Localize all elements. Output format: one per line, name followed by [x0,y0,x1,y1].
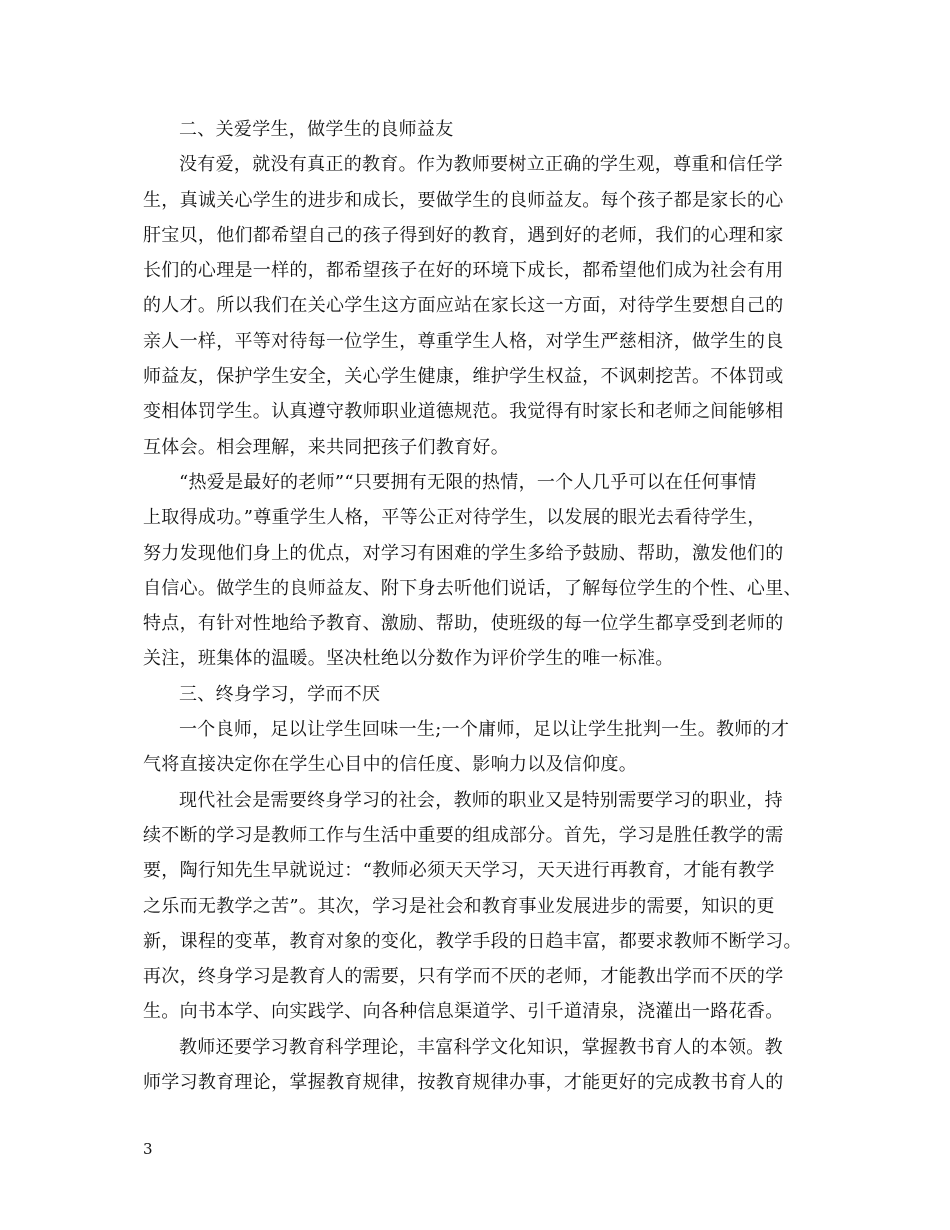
text-line: 新，课程的变革，教育对象的变化，教学手段的日趋丰富，都要求教师不断学习。 [143,930,802,952]
text-line: 自信心。做学生的良师益友、附下身去听他们说话，了解每位学生的个性、心里、 [143,577,802,599]
text-line: 要，陶行知先生早就说过：“教师必须天天学习，天天进行再教育，才能有教学 [143,860,775,882]
page-number: 3 [143,1140,153,1158]
text-line: 教师还要学习教育科学理论，丰富科学文化知识，掌握教书育人的本领。教 [179,1036,783,1058]
text-line: 努力发现他们身上的优点，对学习有困难的学生多给予鼓励、帮助，激发他们的 [143,542,784,564]
body-text [143,112,813,1100]
text-line: 的人才。所以我们在关心学生这方面应站在家长这一方面，对待学生要想自己的 [143,295,784,317]
text-line: 再次，终身学习是教育人的需要，只有学而不厌的老师，才能教出学而不厌的学 [143,966,784,988]
text-line: 气将直接决定你在学生心目中的信任度、影响力以及信仰度。 [143,754,638,776]
text-line: 三、终身学习，学而不厌 [179,683,381,705]
text-line: 肝宝贝，他们都希望自己的孩子得到好的教育，遇到好的老师，我们的心理和家 [143,224,784,246]
text-line: 上取得成功。”尊重学生人格，平等公正对待学生，以发展的眼光去看待学生， [143,507,766,529]
text-line: 之乐而无教学之苦”。其次，学习是社会和教育事业发展进步的需要，知识的更 [143,895,775,917]
text-line: 互体会。相会理解，来共同把孩子们教育好。 [143,436,509,458]
text-line: 变相体罚学生。认真遵守教师职业道德规范。我觉得有时家长和老师之间能够相 [143,401,784,423]
text-line: 师学习教育理论，掌握教育规律，按教育规律办事，才能更好的完成教书育人的 [143,1072,784,1094]
text-line: 生。向书本学、向实践学、向各种信息渠道学、引千道清泉，浇灌出一路花香。 [143,1001,784,1023]
text-line: 现代社会是需要终身学习的社会，教师的职业又是特别需要学习的职业，持 [179,789,783,811]
text-line: 师益友，保护学生安全，关心学生健康，维护学生权益，不讽刺挖苦。不体罚或 [143,366,784,388]
text-line: 亲人一样，平等对待每一位学生，尊重学生人格，对学生严慈相济，做学生的良 [143,330,784,352]
text-line: “热爱是最好的老师”“只要拥有无限的热情，一个人几乎可以在任何事情 [179,471,757,493]
text-line: 续不断的学习是教师工作与生活中重要的组成部分。首先，学习是胜任教学的需 [143,824,784,846]
text-line: 二、关爱学生，做学生的良师益友 [179,119,454,140]
text-line: 长们的心理是一样的，都希望孩子在好的环境下成长，都希望他们成为社会有用 [143,260,784,282]
text-line: 特点，有针对性地给予教育、激励、帮助，使班级的每一位学生都享受到老师的 [143,613,784,635]
text-line: 关注，班集体的温暖。坚决杜绝以分数作为评价学生的唯一标准。 [143,648,674,670]
text-line: 生，真诚关心学生的进步和成长，要做学生的良师益友。每个孩子都是家长的心 [143,189,784,211]
text-line: 没有爱，就没有真正的教育。作为教师要树立正确的学生观，尊重和信任学 [179,154,783,176]
text-line: 一个良师，足以让学生回味一生;一个庸师，足以让学生批判一生。教师的才 [179,719,790,741]
